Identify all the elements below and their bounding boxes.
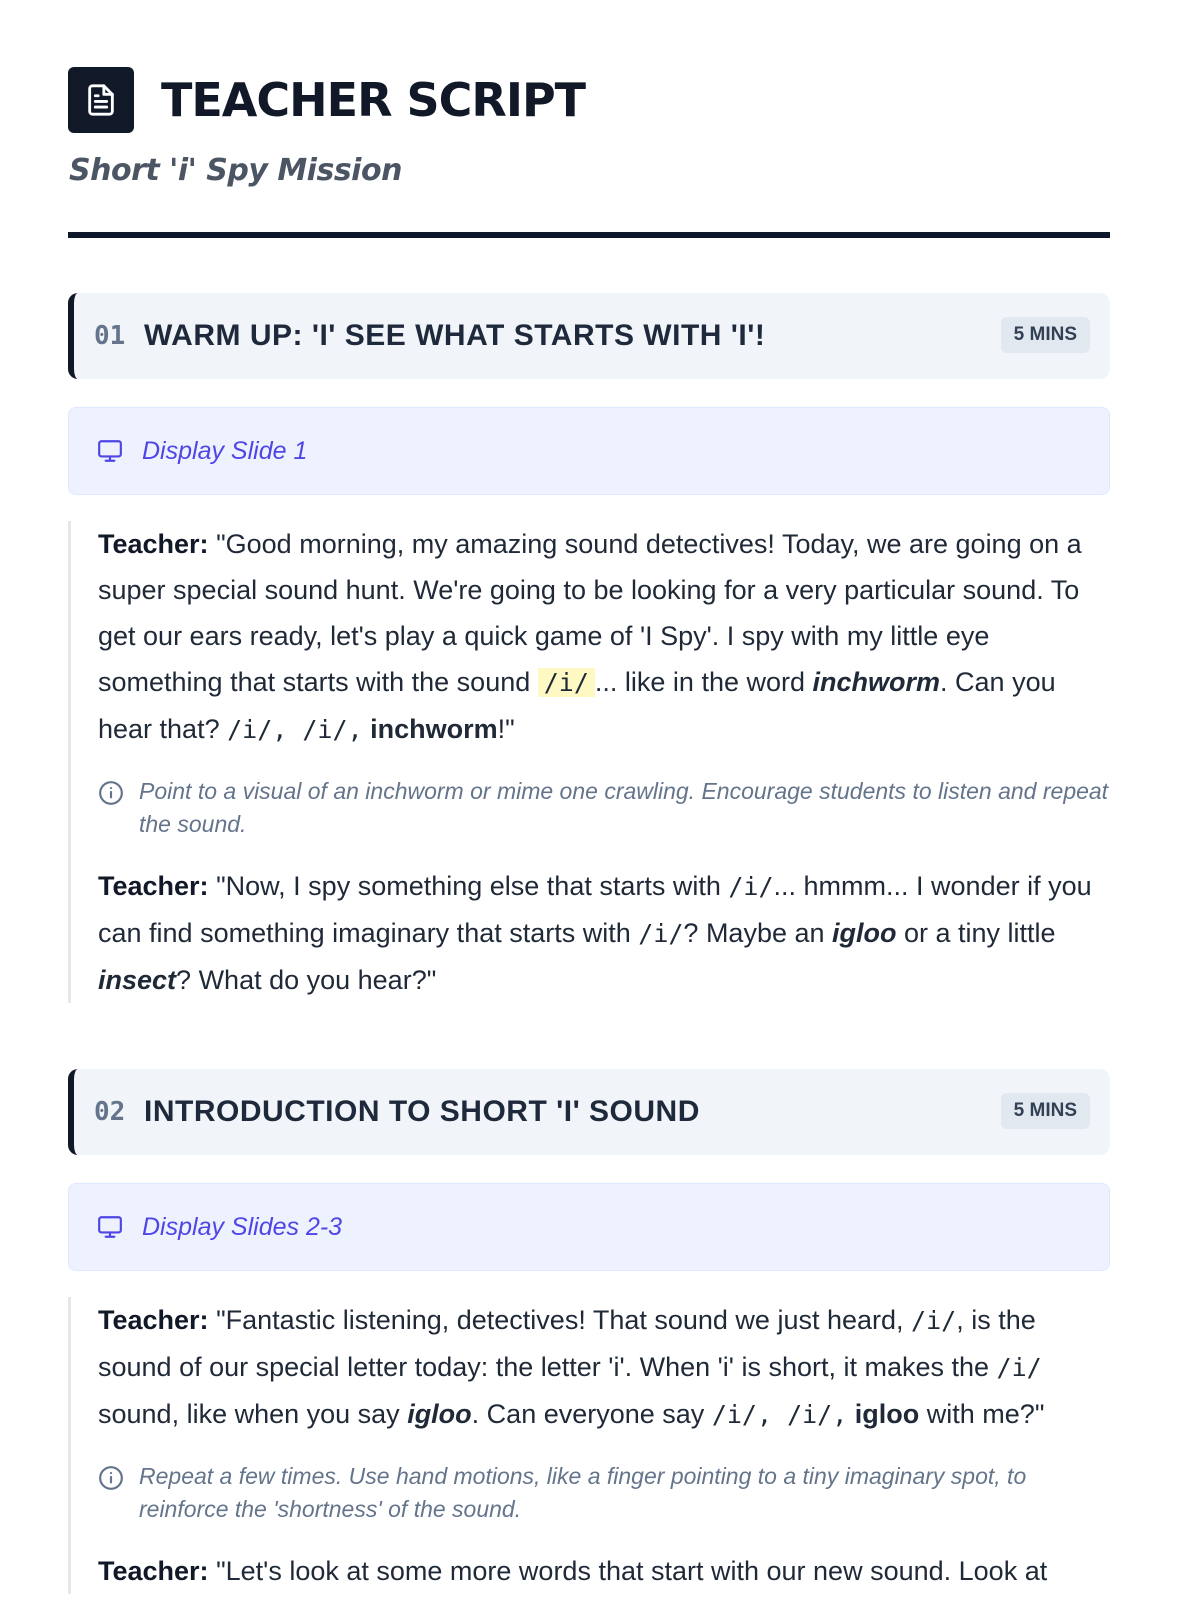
dialogue-text: . Can everyone say [471, 1399, 712, 1429]
note-text: Repeat a few times. Use hand motions, like a finger pointing to a tiny imaginary spot, to reinforce the 'shortness' of the sound. [139, 1463, 1027, 1522]
phoneme: /i/, /i/, [711, 1400, 848, 1429]
example-word: igloo [832, 918, 897, 948]
page-title: TEACHER SCRIPT [161, 73, 586, 127]
section-title: WARM UP: 'I' SEE WHAT STARTS WITH 'I'! [144, 319, 766, 352]
dialogue-text: or a tiny little [896, 918, 1056, 948]
monitor-icon [97, 438, 123, 464]
script-block [68, 521, 1110, 1003]
teacher-line [98, 863, 1110, 1003]
dialogue-text: "Good morning, my amazing sound detectives! Today, we are going on a super special sound hunt. We're going to be looking for a very particular sound. To get our ears ready, let's play a quick game of 'I Spy'. I spy with my little eye something that starts with the sound [98, 529, 1082, 697]
dialogue-text: !" [497, 714, 515, 744]
example-word: inchworm [812, 667, 941, 697]
speaker-label: Teacher: [98, 1556, 209, 1586]
dialogue-text: ? What do you hear?" [176, 965, 437, 995]
speaker-label: Teacher: [98, 529, 209, 559]
phoneme-highlight: /i/ [538, 668, 595, 697]
slide-callout [68, 407, 1110, 495]
dialogue-text: "Let's look at some more words that start with our new sound. Look at [216, 1556, 1048, 1586]
section-header-warm-up [68, 293, 1110, 379]
slide-callout [68, 1183, 1110, 1271]
section-number: 01 [94, 321, 126, 351]
example-word: insect [98, 965, 177, 995]
duration-badge: 5 MINS [1001, 317, 1090, 353]
speaker-label: Teacher: [98, 871, 209, 901]
example-word: igloo [407, 1399, 472, 1429]
dialogue-text: ... like in the word [594, 667, 813, 697]
page-header [68, 0, 1110, 133]
dialogue-text: ? Maybe an [683, 918, 833, 948]
space [363, 714, 371, 744]
dialogue-text: "Now, I spy something else that starts with [216, 871, 729, 901]
document-icon [68, 67, 134, 133]
teacher-note [98, 1460, 1110, 1526]
dialogue-text: "Fantastic listening, detectives! That sound we just heard, [216, 1305, 912, 1335]
slide-label: Display Slides 2-3 [142, 1212, 343, 1241]
header-divider [68, 232, 1110, 238]
teacher-note [98, 775, 1110, 841]
dialogue-text: sound, like when you say [98, 1399, 408, 1429]
dialogue-text: ... hmmm... I wonder if you can find something imaginary that starts with [98, 871, 1092, 948]
dialogue-text: , is the sound of our special letter today: the letter 'i'. When 'i' is short, it makes the [98, 1305, 1036, 1382]
info-icon [98, 780, 124, 806]
phoneme: /i/, /i/, [227, 715, 363, 744]
example-word-bold: inchworm [370, 714, 498, 744]
teacher-line [98, 521, 1110, 753]
monitor-icon [97, 1214, 123, 1240]
dialogue-text: . Can you hear that? [98, 667, 1056, 744]
space [847, 1399, 855, 1429]
section-title: INTRODUCTION TO SHORT 'I' SOUND [144, 1095, 700, 1128]
teacher-line [98, 1548, 1110, 1594]
phoneme: /i/ [728, 872, 774, 901]
phoneme: /i/ [638, 919, 684, 948]
info-icon [98, 1465, 124, 1491]
phoneme: /i/ [911, 1306, 957, 1335]
slide-label: Display Slide 1 [142, 436, 308, 465]
example-word-bold: igloo [854, 1399, 920, 1429]
note-text: Point to a visual of an inchworm or mime one crawling. Encourage students to listen and repeat the sound. [139, 778, 1109, 837]
script-block [68, 1297, 1110, 1594]
teacher-line [98, 1297, 1110, 1438]
section-header-introduction [68, 1069, 1110, 1155]
page-subtitle: Short 'i' Spy Mission [69, 153, 402, 188]
dialogue-text: with me?" [919, 1399, 1045, 1429]
speaker-label: Teacher: [98, 1305, 209, 1335]
phoneme: /i/ [996, 1353, 1042, 1382]
section-number: 02 [94, 1097, 126, 1127]
duration-badge: 5 MINS [1001, 1093, 1090, 1129]
